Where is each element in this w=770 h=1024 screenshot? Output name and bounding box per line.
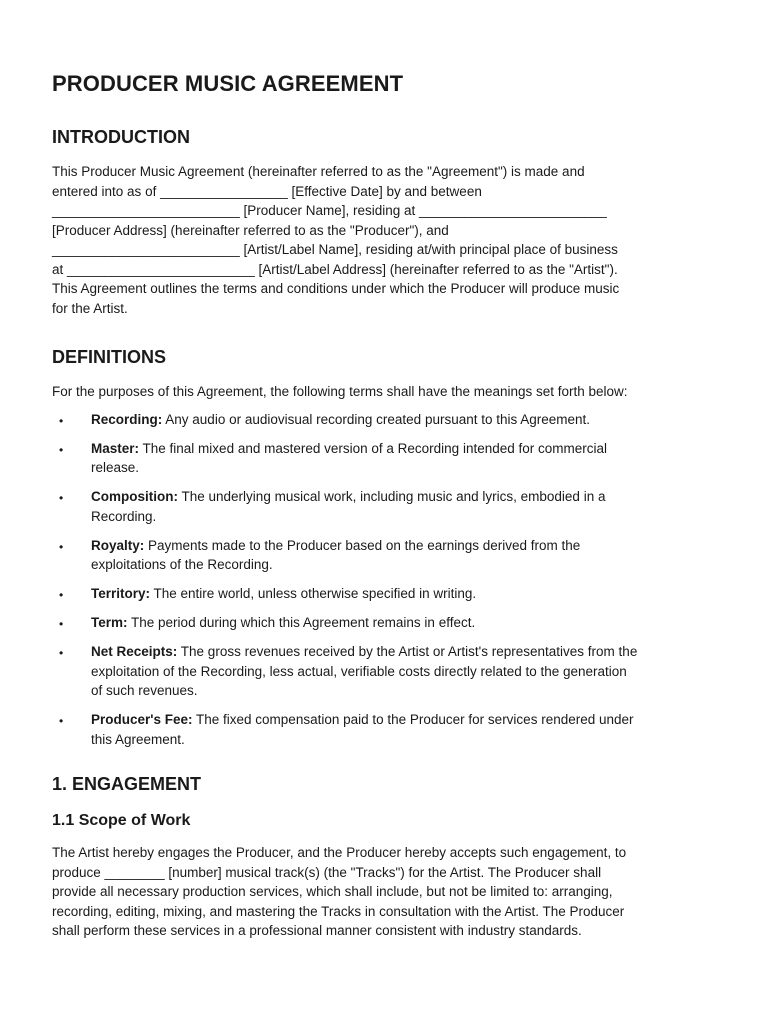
introduction-section (52, 124, 732, 318)
definition-item-recording (52, 410, 732, 430)
bullet-icon: • (59, 588, 64, 602)
definitions-heading: DEFINITIONS (52, 347, 167, 367)
intro-line: This Producer Music Agreement (hereinafter referred to as the "Agreement") is made and (52, 164, 585, 179)
definition-item-royalty (52, 536, 732, 575)
definition-text: release. (91, 460, 140, 475)
document-title: PRODUCER MUSIC AGREEMENT (52, 71, 404, 96)
definition-text: The fixed compensation paid to the Producer for services rendered under (196, 712, 634, 727)
definition-text: The final mixed and mastered version of a Recording intended for commercial (142, 440, 608, 456)
definition-term: Composition: (91, 489, 178, 504)
definition-item-composition (52, 487, 732, 526)
definition-text: The period during which this Agreement remains in effect. (131, 615, 476, 630)
definition-text: this Agreement. (91, 731, 185, 747)
intro-line: at _________________________ [Artist/Label Address] (hereinafter referred to as the "Artist"). (52, 261, 618, 277)
engagement-line: shall perform these services in a professional manner consistent with industry standards. (52, 923, 582, 938)
definition-text: The gross revenues received by the Artist or Artist's representatives from the (180, 644, 638, 659)
engagement-line: produce ________ [number] musical track(s) (the "Tracks") for the Artist. The Producer shall (52, 864, 602, 880)
definition-text: Recording. (91, 508, 157, 524)
definition-text: exploitation of the Recording, less actual, verifiable costs directly related to the generation (91, 663, 627, 679)
definition-text: exploitations of the Recording. (91, 557, 273, 572)
definition-term: Net Receipts: (91, 644, 178, 659)
intro-line: _________________________ [Producer Name], residing at _________________________ (52, 203, 607, 218)
engagement-section (52, 771, 732, 941)
definition-term: Term: (91, 615, 128, 630)
bullet-icon: • (59, 539, 64, 554)
intro-line: entered into as of _________________ [Effective Date] by and between (52, 183, 482, 199)
intro-line: for the Artist. (52, 300, 128, 316)
definition-text: The entire world, unless otherwise specified in writing. (153, 586, 477, 601)
definition-term: Territory: (91, 586, 151, 601)
intro-line: [Producer Address] (hereinafter referred to as the "Producer"), and (52, 222, 449, 238)
intro-line: _________________________ [Artist/Label Name], residing at/with principal place of business (52, 242, 618, 257)
bullet-icon: • (59, 413, 64, 428)
engagement-line: recording, editing, mixing, and mastering the Tracks in consultation with the Artist. The Producer (52, 903, 625, 919)
bullet-icon: • (59, 617, 64, 631)
definition-item-net-receipts (52, 642, 732, 701)
bullet-icon: • (59, 646, 64, 660)
definitions-section (52, 344, 732, 749)
document-page (52, 66, 732, 941)
introduction-heading: INTRODUCTION (52, 127, 190, 147)
scope-of-work-heading: 1.1 Scope of Work (52, 812, 191, 829)
scope-of-work-paragraph (52, 843, 732, 941)
definition-item-producers-fee (52, 710, 732, 749)
bullet-icon: • (59, 491, 64, 505)
intro-line: This Agreement outlines the terms and conditions under which the Producer will produce music (52, 281, 620, 296)
definition-text: Payments made to the Producer based on the earnings derived from the (148, 537, 581, 553)
definition-text: The underlying musical work, including music and lyrics, embodied in a (181, 489, 606, 504)
definition-text: Any audio or audiovisual recording created pursuant to this Agreement. (165, 411, 591, 427)
definition-term: Recording: (91, 411, 163, 427)
definition-term: Master: (91, 440, 140, 456)
introduction-paragraph (52, 162, 732, 318)
definition-item-term (52, 613, 732, 633)
definitions-lead: For the purposes of this Agreement, the following terms shall have the meanings set forth below: (52, 384, 628, 399)
definition-text: of such revenues. (91, 683, 198, 698)
engagement-line: provide all necessary production services, which shall include, but not be limited to: arranging, (52, 884, 613, 899)
engagement-line: The Artist hereby engages the Producer, and the Producer hereby accepts such engagement, to (52, 845, 627, 860)
definition-item-master (52, 439, 732, 478)
bullet-icon: • (59, 714, 64, 728)
definition-item-territory (52, 584, 732, 604)
bullet-icon: • (59, 442, 64, 457)
definition-term: Royalty: (91, 537, 145, 553)
definitions-list (52, 410, 732, 750)
engagement-heading: 1. ENGAGEMENT (52, 774, 202, 794)
definition-term: Producer's Fee: (91, 712, 193, 727)
